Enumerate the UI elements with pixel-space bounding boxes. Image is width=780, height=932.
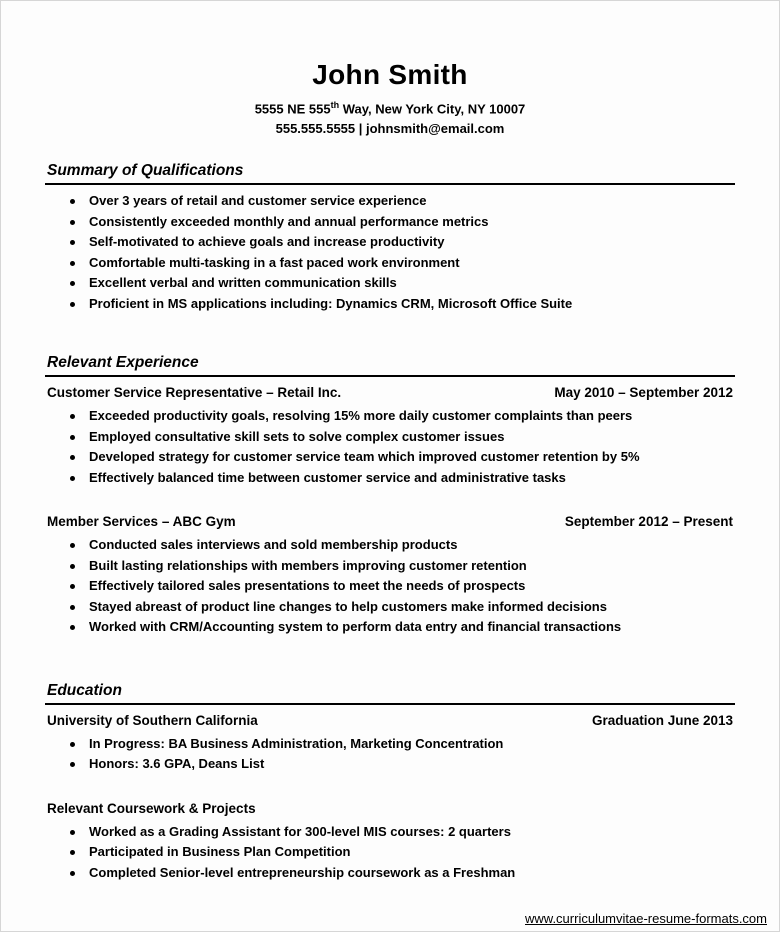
bullet-text: Completed Senior-level entrepreneurship coursework as a Freshman <box>89 864 516 880</box>
bullet-text: Effectively tailored sales presentations to meet the needs of prospects <box>89 578 526 594</box>
education-header <box>45 713 735 728</box>
bullet-icon <box>70 564 75 569</box>
experience-heading: Relevant Experience <box>45 354 735 377</box>
education-heading: Education <box>45 682 735 705</box>
bullet-item <box>45 576 735 597</box>
address-line <box>45 100 735 116</box>
bullet-icon <box>70 584 75 589</box>
bullet-text: Over 3 years of retail and customer service experience <box>89 193 427 209</box>
footer-site-link[interactable]: www.curriculumvitae-resume-formats.com <box>525 911 767 926</box>
section-experience <box>45 354 735 638</box>
school-name: University of Southern California <box>47 712 258 728</box>
bullet-item <box>45 232 735 253</box>
bullet-text: Consistently exceeded monthly and annual performance metrics <box>89 213 489 229</box>
bullet-item <box>45 535 735 556</box>
bullet-icon <box>70 281 75 286</box>
bullet-icon <box>70 435 75 440</box>
bullet-icon <box>70 414 75 419</box>
bullet-item <box>45 863 735 884</box>
resume-header <box>45 1 735 136</box>
bullet-icon <box>70 220 75 225</box>
bullet-text: Developed strategy for customer service team which improved customer retention by 5% <box>89 449 640 465</box>
bullet-item <box>45 447 735 468</box>
section-summary <box>45 162 735 314</box>
job-bullet-list <box>45 535 735 638</box>
bullet-text: Self-motivated to achieve goals and increase productivity <box>89 234 445 250</box>
education-bullet-list <box>45 734 735 775</box>
bullet-item <box>45 822 735 843</box>
bullet-icon <box>70 240 75 245</box>
bullet-item <box>45 556 735 577</box>
contact-line: 555.555.5555 | johnsmith@email.com <box>275 121 505 137</box>
bullet-item <box>45 754 735 775</box>
coursework-heading: Relevant Coursework & Projects <box>47 800 256 816</box>
bullet-text: Exceeded productivity goals, resolving 15% more daily customer complaints than peers <box>89 408 633 424</box>
bullet-icon <box>70 830 75 835</box>
bullet-icon <box>70 199 75 204</box>
bullet-text: Participated in Business Plan Competition <box>89 844 351 860</box>
bullet-icon <box>70 455 75 460</box>
bullet-icon <box>70 302 75 307</box>
education-entry <box>45 713 735 775</box>
person-name: John Smith <box>312 59 468 90</box>
bullet-text: Worked as a Grading Assistant for 300-level MIS courses: 2 quarters <box>89 823 511 839</box>
job-header <box>45 514 735 529</box>
bullet-icon <box>70 543 75 548</box>
bullet-item <box>45 406 735 427</box>
bullet-text: Conducted sales interviews and sold membership products <box>89 537 458 553</box>
bullet-item <box>45 294 735 315</box>
bullet-icon <box>70 476 75 481</box>
bullet-item <box>45 212 735 233</box>
bullet-item <box>45 427 735 448</box>
address-rest: Way, New York City, NY 10007 <box>339 101 526 117</box>
graduation-date: Graduation June 2013 <box>591 712 733 728</box>
bullet-icon <box>70 605 75 610</box>
bullet-item <box>45 597 735 618</box>
bullet-text: Comfortable multi-tasking in a fast paced work environment <box>89 254 460 270</box>
job-dates: September 2012 – Present <box>564 514 733 530</box>
address-prefix: 5555 NE 555 <box>254 101 331 117</box>
job-header <box>45 385 735 400</box>
bullet-icon <box>70 871 75 876</box>
bullet-item <box>45 617 735 638</box>
summary-heading: Summary of Qualifications <box>45 162 735 185</box>
address-ordinal-suffix: th <box>330 100 340 110</box>
job-title: Member Services – ABC Gym <box>47 514 236 530</box>
job-entry-retail <box>45 385 735 488</box>
bullet-item <box>45 191 735 212</box>
job-bullet-list <box>45 406 735 488</box>
bullet-item <box>45 273 735 294</box>
bullet-text: Worked with CRM/Accounting system to perform data entry and financial transactions <box>89 619 622 635</box>
bullet-icon <box>70 742 75 747</box>
bullet-icon <box>70 261 75 266</box>
bullet-text: Employed consultative skill sets to solve complex customer issues <box>89 428 505 444</box>
section-education <box>45 682 735 884</box>
job-title: Customer Service Representative – Retail Inc. <box>47 385 342 401</box>
bullet-icon <box>70 850 75 855</box>
bullet-item <box>45 842 735 863</box>
bullet-text: Excellent verbal and written communication skills <box>89 275 397 291</box>
job-dates: May 2010 – September 2012 <box>554 385 733 401</box>
bullet-item <box>45 253 735 274</box>
bullet-text: Effectively balanced time between customer service and administrative tasks <box>89 469 566 485</box>
bullet-text: Stayed abreast of product line changes to help customers make informed decisions <box>89 598 607 614</box>
bullet-text: Built lasting relationships with members improving customer retention <box>89 557 527 573</box>
bullet-text: In Progress: BA Business Administration, Marketing Concentration <box>89 735 504 751</box>
bullet-icon <box>70 625 75 630</box>
job-entry-abc-gym <box>45 514 735 638</box>
bullet-icon <box>70 762 75 767</box>
bullet-text: Honors: 3.6 GPA, Deans List <box>89 756 265 772</box>
bullet-item <box>45 468 735 489</box>
coursework-bullet-list <box>45 822 735 884</box>
bullet-item <box>45 734 735 755</box>
bullet-text: Proficient in MS applications including: Dynamics CRM, Microsoft Office Suite <box>89 295 573 311</box>
summary-bullet-list <box>45 191 735 314</box>
